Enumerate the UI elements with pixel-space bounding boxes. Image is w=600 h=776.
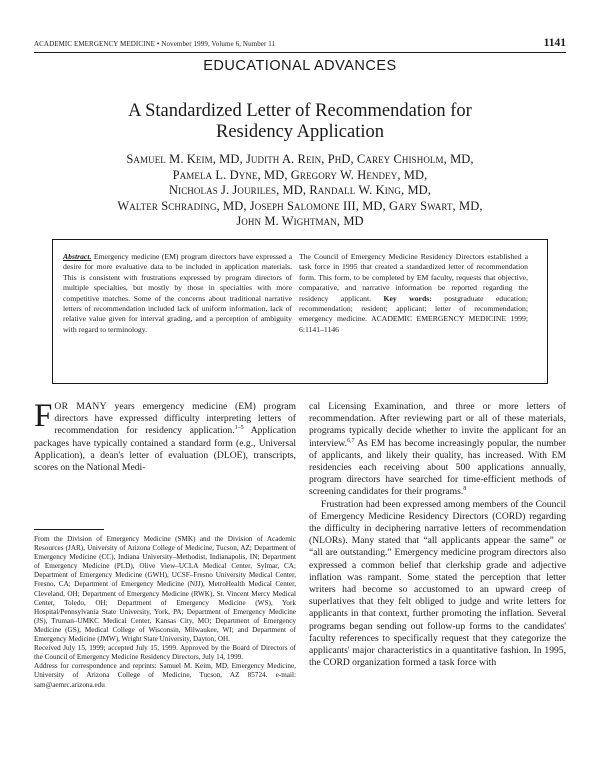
article-title (40, 101, 560, 143)
running-head (34, 40, 566, 48)
body-right-column (309, 401, 566, 669)
key-words-text: postgraduate education; recommendation; resident; applicant; letter of recommendation; emergency medicine. ACADEMIC EMERGENCY MEDICINE 1999; 6:1141–1146 (299, 293, 528, 334)
author-line: Walter Schrading, MD, Joseph Salomone III, MD, Gary Swart, MD, (117, 198, 483, 213)
reference-marker: 6,7 (347, 437, 355, 444)
author-line: John M. Wightman, MD (236, 214, 364, 229)
footnote-affiliations: From the Division of Emergency Medicine (SMK) and the Division of Academic Resources (JAR), University of Arizona College of Medicine, Tucson, AZ; Department of Emergency Medicine (CC), Indiana University–Methodist, Indianapolis, IN; Department of Emergency Medicine (PLD), Olive View–UCLA Medical Center, Sylmar, CA; Department of Emergency Medicine (GWH), UCSF–Fresno University Medical Center, Fresno, CA; Department of Emergency Medicine (NJJ), MetroHealth Medical Center, Cleveland, OH; Department of Emergency Medicine (RWK), St. Vincent Mercy Medical Center, Toledo, OH; Department of Emergency Medicine (WS), York Hospital/Pennsylvania State University, York, PA; Department of Emergency Medicine (JS), Truman–UMKC Medical Center, Kansas City, MO; Department of Emergency Medicine (GS), Medical College of Wisconsin, Milwaukee, WI; and Department of Emergency Medicine (JMW), Wright State University, Dayton, OH. (34, 535, 296, 644)
lead-caps: OR MANY (54, 401, 107, 412)
paragraph-text: cal Licensing Examination, and three or more letters of recommendation. After reviewing part or all of these materials, programs typically decide whether to invite the applicant for an interview. (309, 401, 566, 449)
footnote (34, 535, 296, 690)
author-line: Samuel M. Keim, MD, Judith A. Rein, PhD, Carey Chisholm, MD, (126, 152, 474, 166)
paragraph-text: Application packages have typically contained a standard form (e.g., Universal Application), a dean's letter of evaluation (DLOE), transcripts, scores on the National Medi- (34, 425, 296, 474)
title-line-2: Residency Application (215, 122, 384, 142)
reference-marker: 1–5 (234, 425, 244, 432)
key-words-label: Key words: (383, 293, 432, 303)
body-left-column (34, 398, 296, 474)
body-paragraph (34, 398, 296, 474)
author-line: Pamela L. Dyne, MD, Gregory W. Hendey, MD, (172, 167, 428, 182)
issue-info: November 1999, Volume 6, Number 11 (161, 40, 276, 48)
author-list (40, 152, 560, 230)
footnote-rule (34, 529, 104, 530)
abstract-box (52, 239, 548, 384)
paragraph-text: years emergency medicine (EM) program directors have expressed difficulty interpreting letters of recommendation for residency application. (54, 401, 296, 437)
paragraph-text: Frustration had been expressed among members of the Council of Emergency Medicine Residency Directors (CORD) regarding the difficulty in deciphering narrative letters of recommendation (NLORs). Many stated that “all applicants appear the same” or “all are outstanding.” Emergency medicine program directors also expressed a common belief that clerkship grade and adjective inflation was rampant. Some stated the perception that letter writers had become so accustomed to an upward creep of superlatives that they felt obliged to judge and write letters for applicants in that context, further promoting the inflation. Several programs began sending out follow-up forms to the candidates' faculty references to specifically request that they categorize the applicants' major characteristics in a quantitative fashion. In 1995, the CORD organization formed a task force with (309, 498, 566, 669)
footnote-received: Received July 15, 1999; accepted July 15, 1999. Approved by the Board of Directors of the Council of Emergency Medicine Residency Directors, July 14, 1999. (34, 644, 296, 662)
author-line: Nicholas J. Jouriles, MD, Randall W. King, MD, (168, 183, 432, 198)
footnote-correspondence: Address for correspondence and reprints: Samuel M. Keim, MD, Emergency Medicine, University of Arizona College of Medicine, Tucson, AZ 85724. e-mail: sam@aemrc.arizona.edu (34, 662, 296, 689)
journal-name: ACADEMIC EMERGENCY MEDICINE (34, 40, 156, 48)
section-label: EDUCATIONAL ADVANCES (203, 58, 397, 74)
abstract-text-left: Emergency medicine (EM) program directors have expressed a desire for more evaluative data to be included in application materials. This is consistent with frustrations expressed by program directors of multiple specialties, but mostly by those in specialties with more competitive matches. Some of the concerns about traditional narrative letters of recommendation included lack of uniform information, lack of relative value given for interval grading, and a perception of ambiguity with regard to terminology. (63, 252, 292, 334)
title-line-1: A Standardized Letter of Recommendation for (128, 101, 472, 121)
abstract-left-column (63, 252, 292, 335)
abstract-right-column (299, 252, 528, 335)
bullet-separator: • (156, 40, 160, 48)
body-paragraph (309, 401, 566, 499)
header-rule (34, 52, 566, 53)
body-paragraph (309, 499, 566, 670)
paragraph-text: As EM has become increasingly popular, the number of applicants, and likely their quality, has increased. With EM residencies each receiving about 500 applications annually, program directors have searched for time-efficient methods of screening candidates for their programs. (309, 437, 566, 498)
abstract-text-right: The Council of Emergency Medicine Residency Directors established a task force in 1995 that created a standardized letter of recommendation form. This form, to be completed by EM faculty, requests that objective, comparative, and narrative information be reported regarding the residency applicant. (299, 252, 528, 303)
page-number: 1141 (543, 37, 566, 49)
reference-marker: 8 (463, 486, 467, 493)
abstract-label: Abstract. (63, 252, 92, 261)
drop-cap: F (34, 398, 53, 434)
